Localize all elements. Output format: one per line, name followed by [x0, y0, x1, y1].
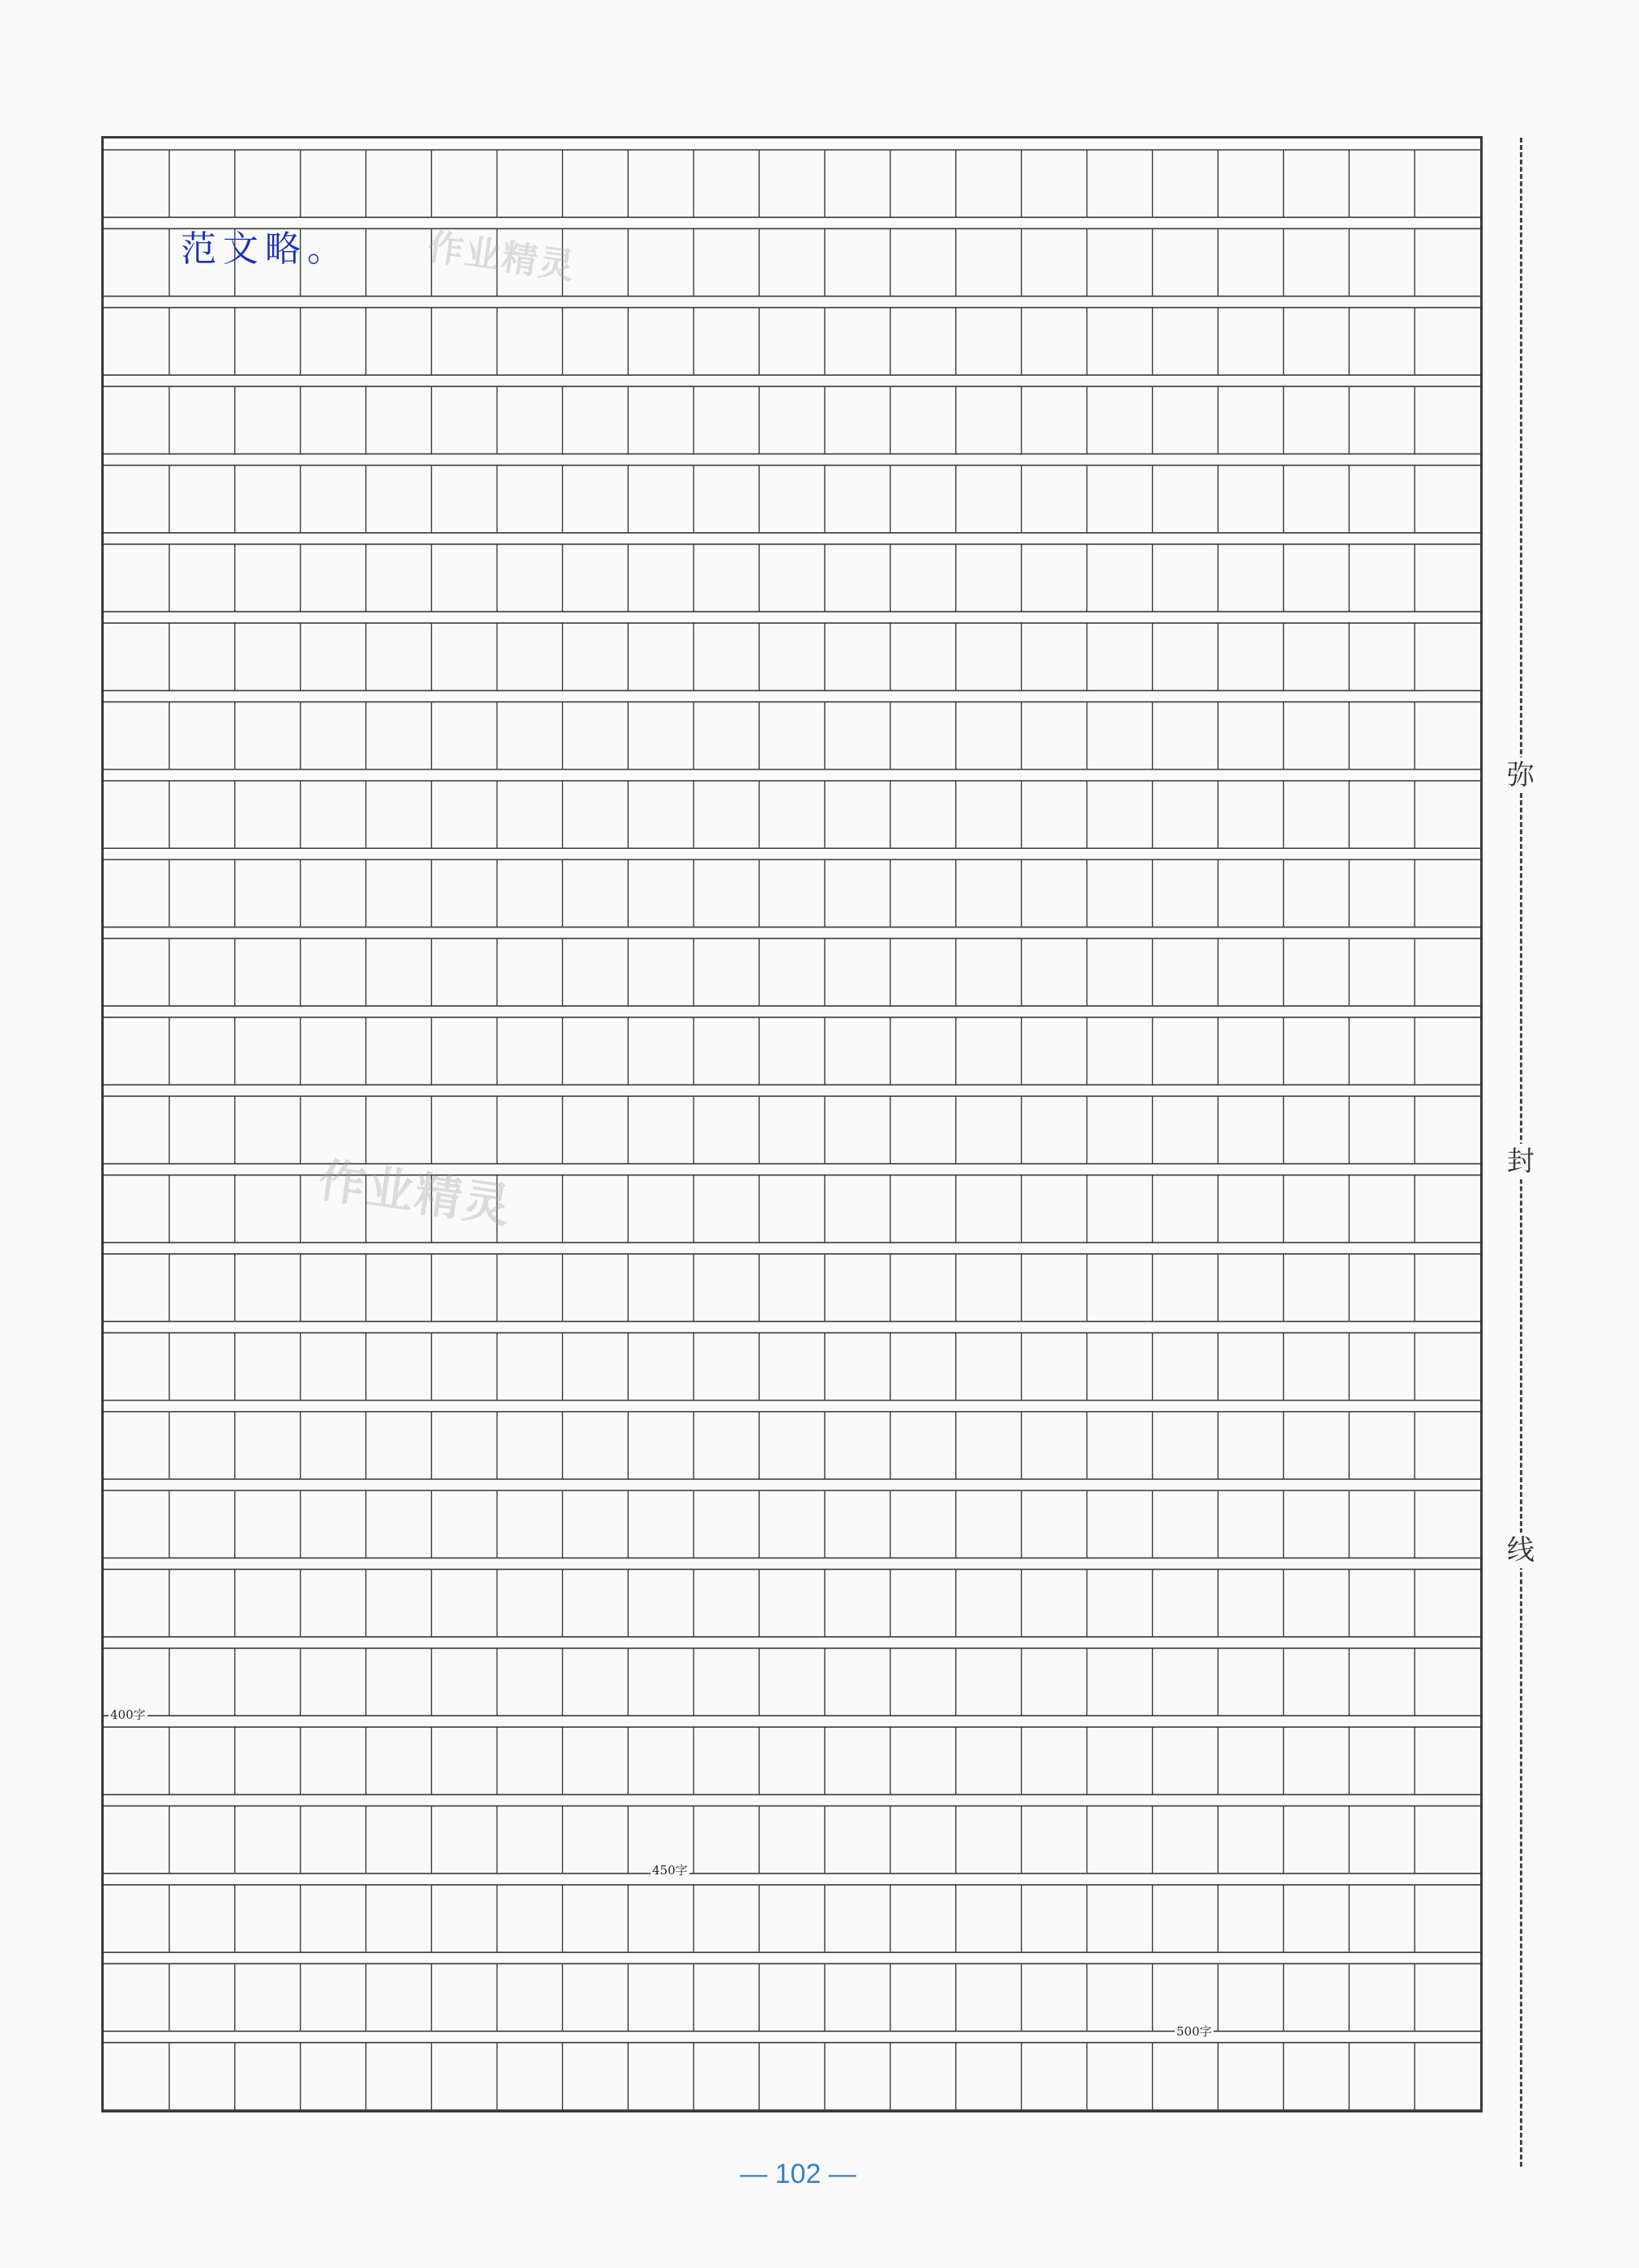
- word-count-500: 500字: [1176, 2024, 1212, 2039]
- binding-char-xian: 线: [1503, 1533, 1539, 1568]
- word-count-450: 450字: [652, 1863, 688, 1878]
- binding-char-feng: 封: [1503, 1144, 1539, 1179]
- page-number: — 102 —: [740, 2159, 856, 2189]
- answer-text: 范文略。: [181, 228, 349, 270]
- binding-char-mi: 弥: [1503, 757, 1539, 793]
- watermark-top: 作业精灵: [425, 226, 579, 288]
- grid-lines: [104, 139, 1480, 2110]
- composition-grid: [101, 136, 1483, 2112]
- watermark-middle: 作业精灵: [314, 1152, 515, 1234]
- word-count-400: 400字: [110, 1707, 146, 1722]
